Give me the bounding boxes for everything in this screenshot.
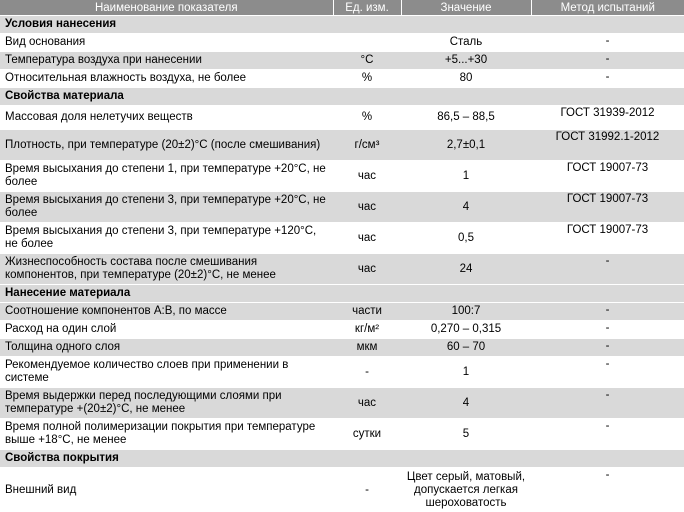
- param-name: Рекомендуемое количество слоев при применении в системе: [0, 357, 333, 388]
- param-method: ГОСТ 31992.1-2012: [531, 130, 684, 161]
- param-method: -: [531, 303, 684, 321]
- param-unit: час: [333, 254, 401, 285]
- param-name: Соотношение компонентов А:В, по массе: [0, 303, 333, 321]
- param-name: Время полной полимеризации покрытия при температуре выше +18°C, не менее: [0, 419, 333, 450]
- table-row: [0, 52, 684, 70]
- param-unit: г/см³: [333, 130, 401, 161]
- param-method: -: [531, 339, 684, 357]
- param-method: -: [531, 357, 684, 388]
- param-value: 24: [401, 254, 531, 285]
- param-method: -: [531, 388, 684, 419]
- param-value: 4: [401, 192, 531, 223]
- section-title: Нанесение материала: [0, 285, 684, 303]
- table-row: [0, 303, 684, 321]
- param-name: Жизнеспособность состава после смешивания компонентов, при температуре (20±2)°C, не менее: [0, 254, 333, 285]
- param-value: 80: [401, 70, 531, 88]
- table-row: [0, 468, 684, 512]
- param-name: Внешний вид: [0, 468, 333, 512]
- table-row: [0, 339, 684, 357]
- param-method: ГОСТ 19007-73: [531, 192, 684, 223]
- param-unit: час: [333, 388, 401, 419]
- param-name: Расход на один слой: [0, 321, 333, 339]
- param-value: 1: [401, 357, 531, 388]
- param-name: Время высыхания до степени 1, при температуре +20°C, не более: [0, 161, 333, 192]
- param-name: Вид основания: [0, 34, 333, 52]
- param-name: Время высыхания до степени 3, при температуре +120°C, не более: [0, 223, 333, 254]
- param-unit: час: [333, 161, 401, 192]
- param-value: Сталь: [401, 34, 531, 52]
- param-unit: час: [333, 223, 401, 254]
- param-value: 5: [401, 419, 531, 450]
- param-unit: %: [333, 106, 401, 130]
- param-method: ГОСТ 19007-73: [531, 223, 684, 254]
- table-row: [0, 70, 684, 88]
- param-unit: сутки: [333, 419, 401, 450]
- param-unit: -: [333, 357, 401, 388]
- param-unit: кг/м²: [333, 321, 401, 339]
- param-name: Относительная влажность воздуха, не более: [0, 70, 333, 88]
- table-row: [0, 161, 684, 192]
- param-value: 2,7±0,1: [401, 130, 531, 161]
- param-name: Массовая доля нелетучих веществ: [0, 106, 333, 130]
- param-unit: мкм: [333, 339, 401, 357]
- param-unit: %: [333, 70, 401, 88]
- table-row: [0, 419, 684, 450]
- param-name: Время высыхания до степени 3, при температуре +20°C, не более: [0, 192, 333, 223]
- param-name: Температура воздуха при нанесении: [0, 52, 333, 70]
- header-name: Наименование показателя: [0, 0, 333, 16]
- section-title: Условия нанесения: [0, 16, 684, 34]
- param-method: -: [531, 254, 684, 285]
- param-value: 4: [401, 388, 531, 419]
- param-name: Время выдержки перед последующими слоями при температуре +(20±2)°C, не менее: [0, 388, 333, 419]
- param-unit: час: [333, 192, 401, 223]
- section-row: [0, 88, 684, 106]
- param-value: 60 – 70: [401, 339, 531, 357]
- section-row: [0, 16, 684, 34]
- table-row: [0, 254, 684, 285]
- table-row: [0, 34, 684, 52]
- table-row: [0, 388, 684, 419]
- param-unit: [333, 34, 401, 52]
- section-title: Свойства материала: [0, 88, 684, 106]
- table-row: [0, 321, 684, 339]
- param-method: -: [531, 321, 684, 339]
- param-method: -: [531, 419, 684, 450]
- param-value: +5...+30: [401, 52, 531, 70]
- param-method: -: [531, 468, 684, 512]
- param-unit: части: [333, 303, 401, 321]
- param-value: 1: [401, 161, 531, 192]
- param-method: ГОСТ 31939-2012: [531, 106, 684, 130]
- param-method: -: [531, 70, 684, 88]
- header-value: Значение: [401, 0, 531, 16]
- section-title: Свойства покрытия: [0, 450, 684, 468]
- section-row: [0, 450, 684, 468]
- param-method: -: [531, 52, 684, 70]
- param-unit: -: [333, 468, 401, 512]
- param-value: 86,5 – 88,5: [401, 106, 531, 130]
- table-row: [0, 223, 684, 254]
- param-value: Цвет серый, матовый, допускается легкая шероховатость: [401, 468, 531, 512]
- table-row: [0, 106, 684, 130]
- table-row: [0, 192, 684, 223]
- section-row: [0, 285, 684, 303]
- param-value: 0,5: [401, 223, 531, 254]
- table-row: [0, 357, 684, 388]
- header-method: Метод испытаний: [531, 0, 684, 16]
- header-row: [0, 0, 684, 16]
- param-name: Толщина одного слоя: [0, 339, 333, 357]
- header-unit: Ед. изм.: [333, 0, 401, 16]
- table-row: [0, 130, 684, 161]
- param-method: -: [531, 34, 684, 52]
- param-value: 100:7: [401, 303, 531, 321]
- param-name: Плотность, при температуре (20±2)°C (после смешивания): [0, 130, 333, 161]
- param-unit: °C: [333, 52, 401, 70]
- param-method: ГОСТ 19007-73: [531, 161, 684, 192]
- param-value: 0,270 – 0,315: [401, 321, 531, 339]
